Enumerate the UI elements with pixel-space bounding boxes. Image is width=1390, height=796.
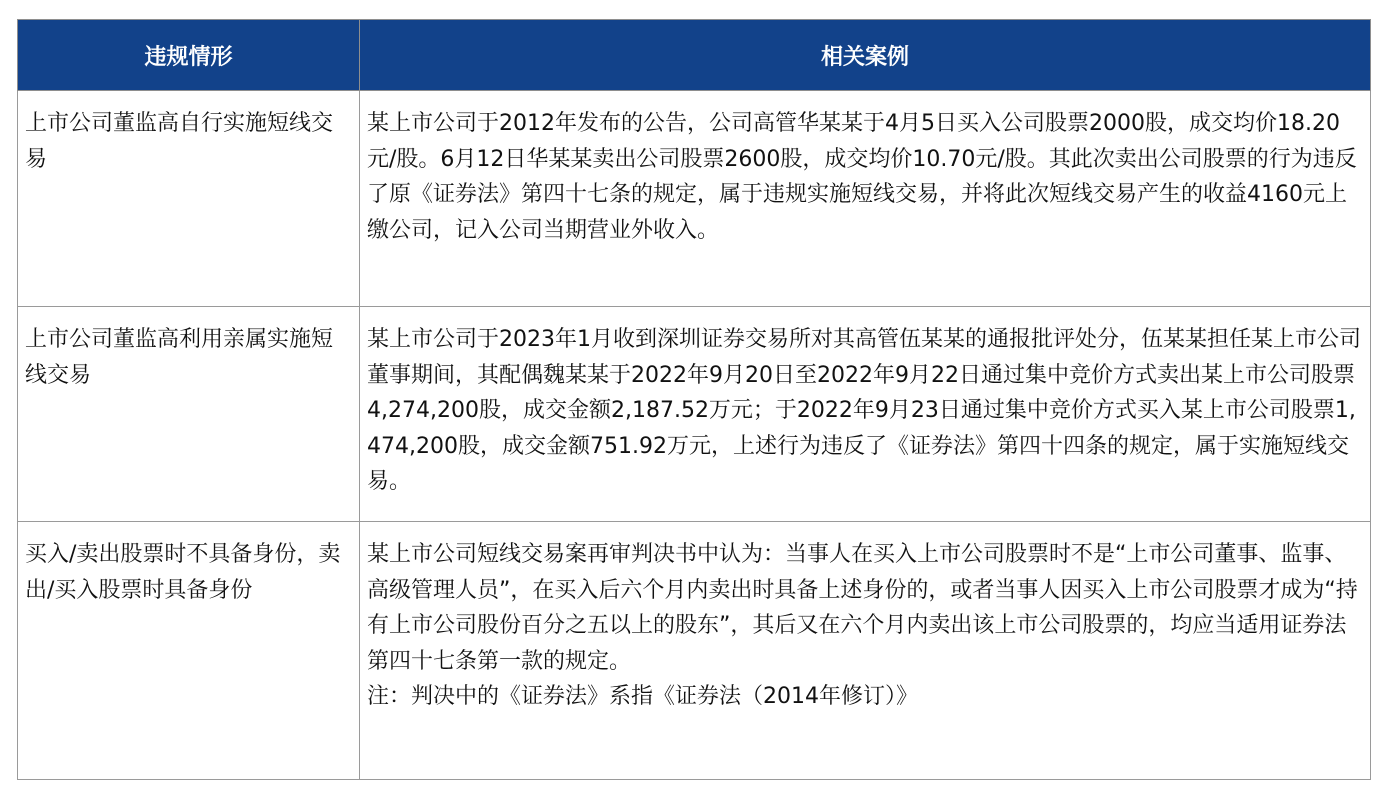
- case-text: 某上市公司于2023年1月收到深圳证券交易所对其高管伍某某的通报批评处分，伍某某担任某上市公司董事期间，其配偶魏某某于2022年9月20日至2022年9月22日通过集中竞价方式卖出某上市公司股票4,274,200股，成交金额2,187.52万元；于2022年9月23日通过集中竞价方式买入某上市公司股票1,474,200股，成交金额751.92万元，上述行为违反了《证券法》第四十四条的规定，属于实施短线交易。: [367, 327, 1361, 494]
- violation-cases-table-wrapper: [17, 19, 1370, 780]
- header-violation-situation: 违规情形: [18, 20, 360, 91]
- case-note: 注：判决中的《证券法》系指《证券法（2014年修订）》: [367, 684, 918, 709]
- table-header-row: [18, 20, 1371, 91]
- situation-cell: 买入/卖出股票时不具备身份，卖出/买入股票时具备身份: [18, 522, 360, 780]
- table-row: [18, 307, 1371, 522]
- case-text: 某上市公司短线交易案再审判决书中认为：当事人在买入上市公司股票时不是“上市公司董事、监事、高级管理人员”，在买入后六个月内卖出时具备上述身份的，或者当事人因买入上市公司股票才成为“持有上市公司股份百分之五以上的股东”，其后又在六个月内卖出该上市公司股票的，均应当适用证券法第四十七条第一款的规定。: [367, 542, 1358, 674]
- situation-cell: 上市公司董监高利用亲属实施短线交易: [18, 307, 360, 522]
- case-cell: [360, 91, 1371, 307]
- violation-cases-table: [17, 19, 1371, 780]
- case-text: 某上市公司于2012年发布的公告，公司高管华某某于4月5日买入公司股票2000股，成交均价18.20元/股。6月12日华某某卖出公司股票2600股，成交均价10.70元/股。其此次卖出公司股票的行为违反了原《证券法》第四十七条的规定，属于违规实施短线交易，并将此次短线交易产生的收益4160元上缴公司，记入公司当期营业外收入。: [367, 111, 1357, 243]
- table-row: [18, 522, 1371, 780]
- situation-cell: 上市公司董监高自行实施短线交易: [18, 91, 360, 307]
- case-cell: [360, 307, 1371, 522]
- table-row: [18, 91, 1371, 307]
- header-related-cases: 相关案例: [360, 20, 1371, 91]
- case-cell: [360, 522, 1371, 780]
